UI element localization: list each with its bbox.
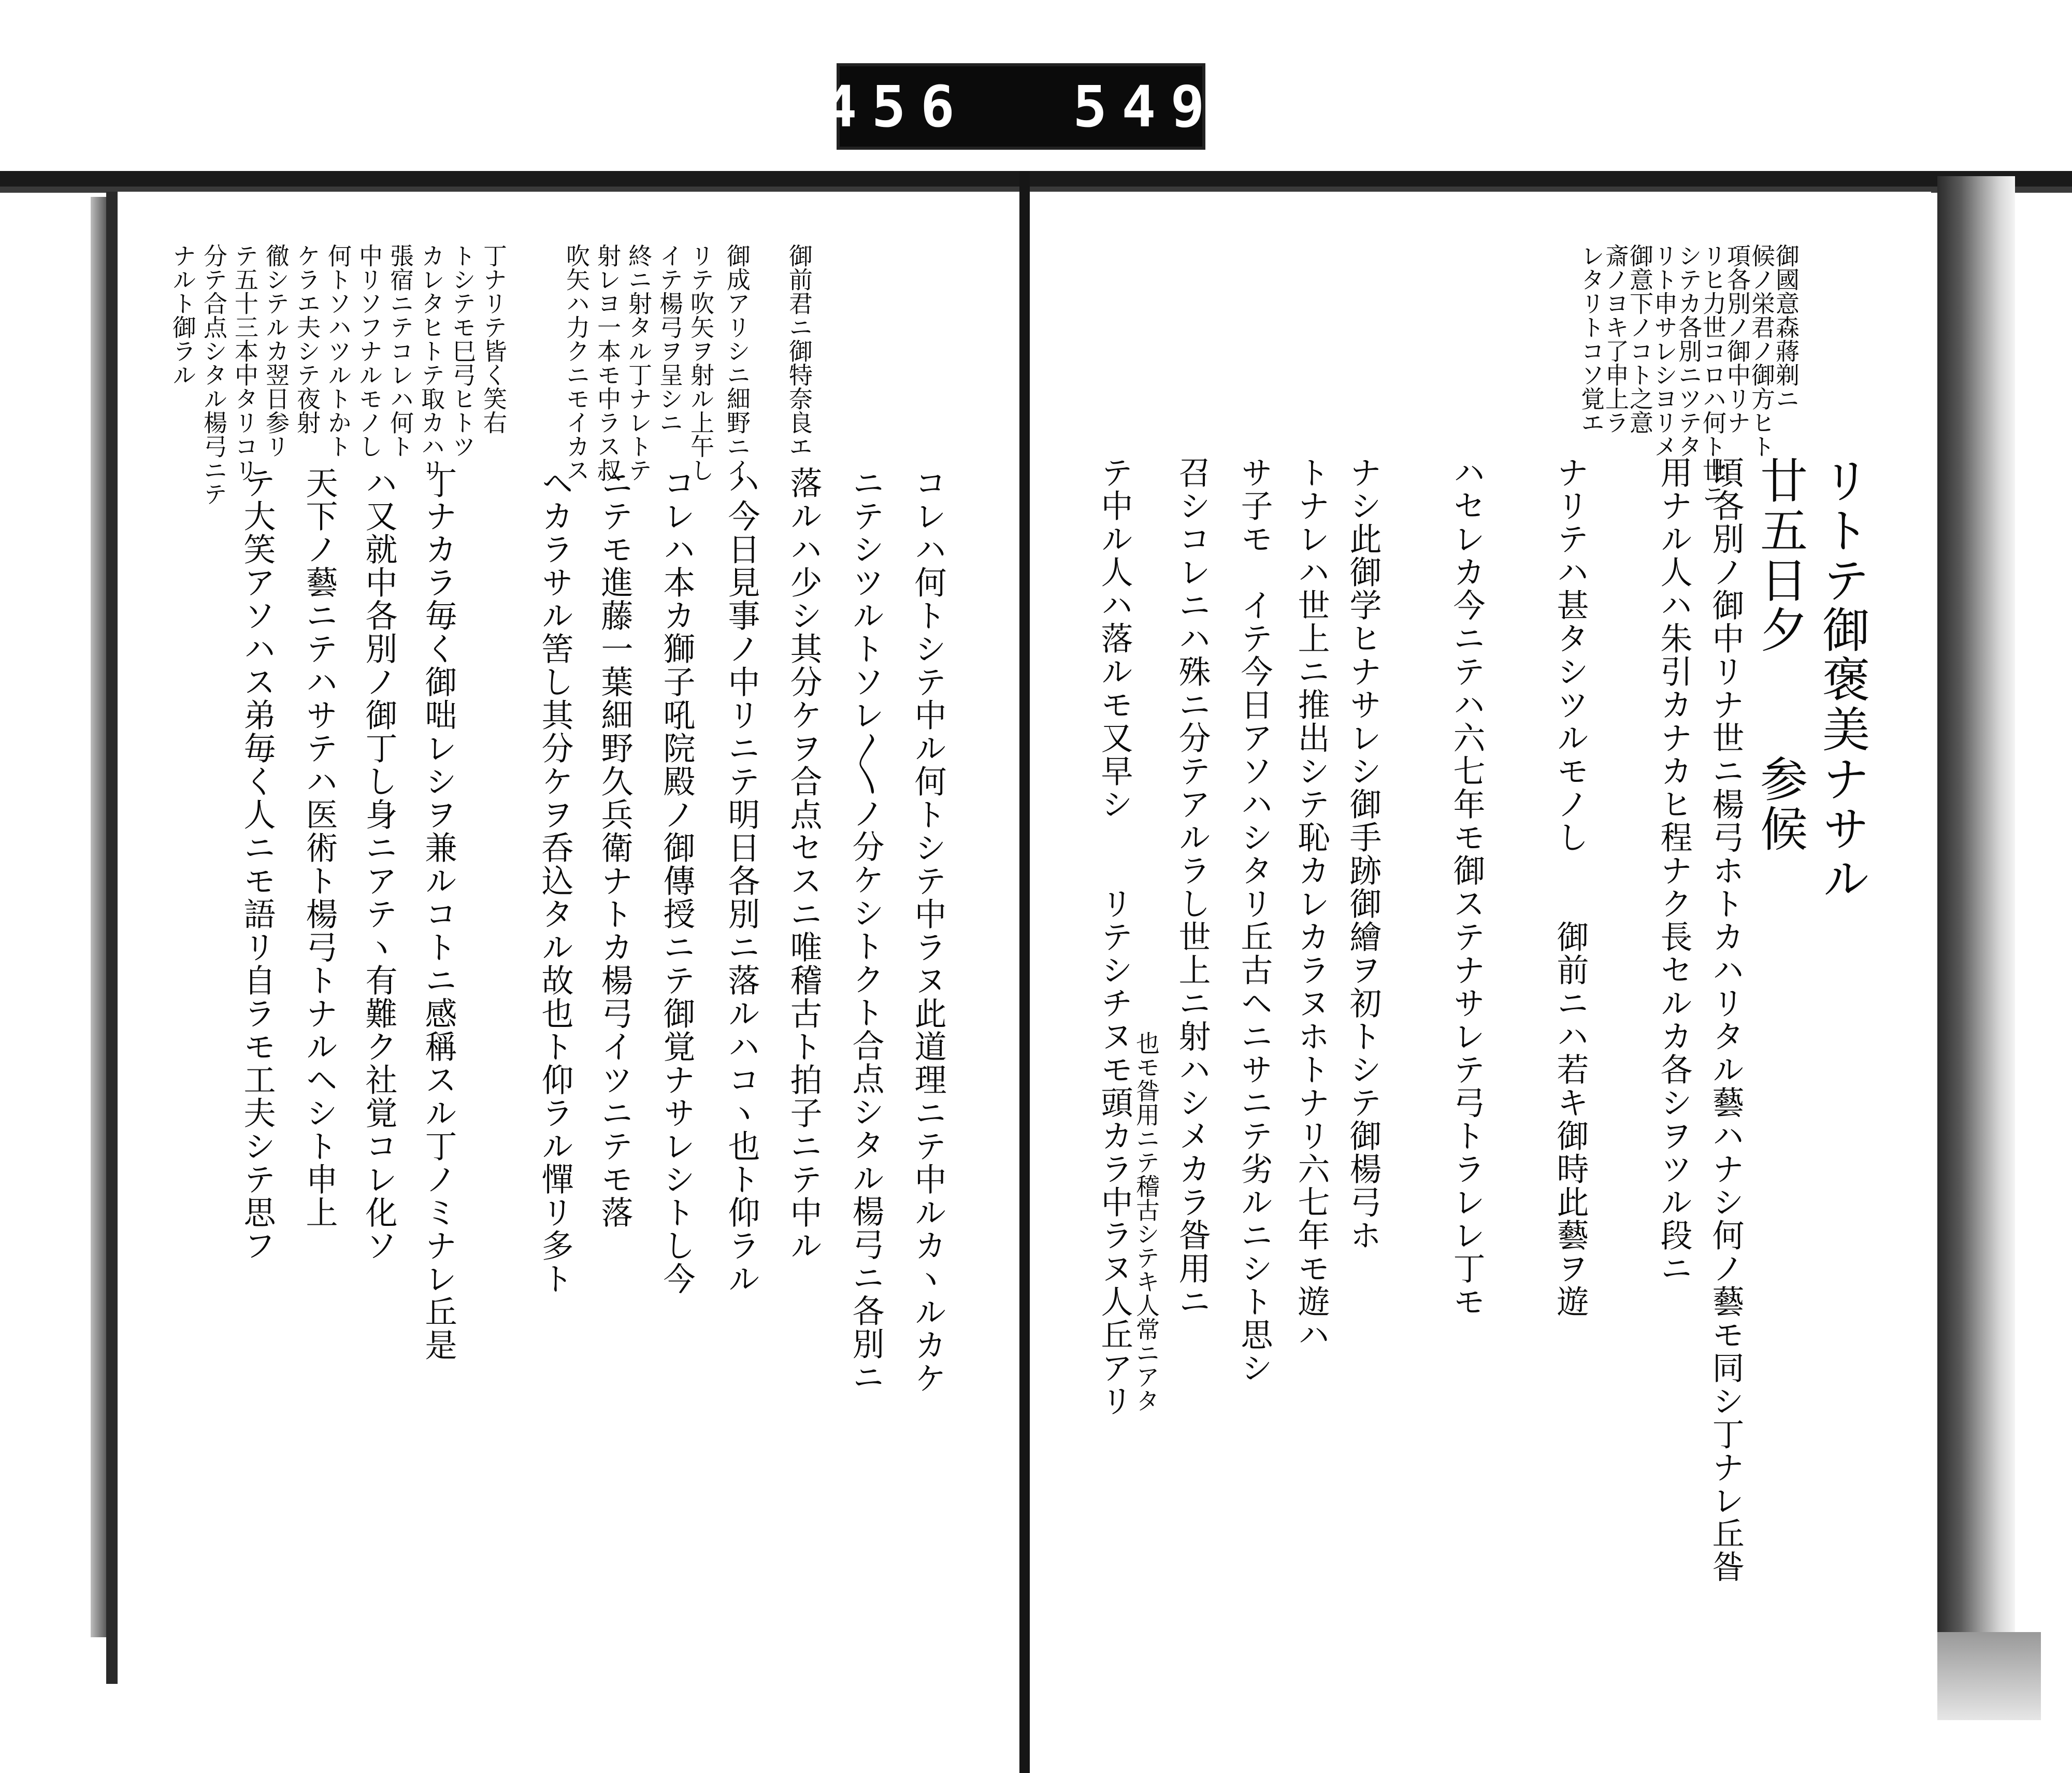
left-main-column: ハ又就中各別ノ御丁し身ニアテヽ有難ク社覚コレ化ソ xyxy=(360,466,398,1262)
left-note: テ五十三本中タリコリ xyxy=(231,244,259,482)
left-note: トシテモ巳弓ヒトツ xyxy=(449,244,477,458)
right-header-note: 候ノ栄君ノ御方ヒト xyxy=(1748,244,1776,458)
right-main-column: サ子モ イテ今日アソハシタリ丘古ヘニサニテ劣ルニシト思シ xyxy=(1235,456,1273,1384)
right-header-note: 項各別ノ御中リナ xyxy=(1723,244,1751,434)
left-main-column: ニテシツルトソレ〳〵ノ分ケシトクト合点シタル楊弓ニ各別ニ xyxy=(847,466,885,1394)
left-note: 張宿ニテコレハ何ト xyxy=(386,244,414,458)
left-main-column: 落ルハ少シ其分ケヲ合点セスニ唯稽古ト拍子ニテ中ル xyxy=(785,466,823,1262)
left-note: 御成アリシニ細野ニイ xyxy=(723,244,751,482)
right-fore-edge xyxy=(1937,176,2015,1637)
book-gutter xyxy=(1019,171,1030,1773)
left-note: 何トソハツルトかト xyxy=(324,244,352,458)
left-note: ナルト御ラル xyxy=(169,244,197,387)
left-note: カレタヒトテ取カハリ xyxy=(418,244,445,482)
left-note: 御前君ニ御特奈良エ xyxy=(785,244,813,458)
left-note: 中リソフナルモノし xyxy=(355,244,383,458)
right-header-note: 御國意森蔣剃ニ xyxy=(1772,244,1800,410)
left-note: 丁ナリテ皆く笑右 xyxy=(480,244,508,434)
left-main-column: ヘカラサル筈し其分ケヲ呑込タル故也ト仰ラル憚リ多ト xyxy=(536,466,574,1295)
right-main-column: 頃各別ノ御中リナ世ニ楊弓ホトカハリタル藝ハナシ何ノ藝モ同シ丁ナレ丘昝 xyxy=(1707,456,1745,1583)
left-main-column: テ大笑アソハス弟毎く人ニモ語リ自ラモ工夫シテ思フ xyxy=(238,466,276,1262)
right-main-column: 廿五日夕 参候 xyxy=(1752,456,1808,854)
left-main-column: 丁ナカラ毎く御咄レシヲ兼ルコトニ感稱スル丁ノミナレ丘是 xyxy=(420,466,457,1362)
plate-left-number: 456 xyxy=(823,73,969,140)
corner-shadow xyxy=(1937,1632,2041,1720)
left-note: 射レヨ一本モ中ラス叔 xyxy=(594,244,622,482)
left-note: 吹矢ハ力クニモイカス xyxy=(563,244,591,482)
right-main-column: ナシ此御学ヒナサレシ御手跡御繪ヲ初トシテ御楊弓ホ xyxy=(1344,456,1382,1252)
left-note: 徹シテルカ翌日参リ xyxy=(262,244,290,458)
left-main-column: ニテモ進藤一葉細野久兵衛ナトカ楊弓イツニテモ落 xyxy=(596,466,634,1229)
left-note: ケラエ夫シテ夜射 xyxy=(293,244,321,434)
right-header-note: リヒ力世コロハ何ト世ニ xyxy=(1699,244,1727,506)
right-main-column: テ中ル人ハ落ルモ又早シ リテシチヌモ頭カラ中ラヌ人丘アリ xyxy=(1096,456,1133,1418)
left-main-column: 天下ノ藝ニテハサテハ医術ト楊弓トナルヘシト申上 xyxy=(300,466,338,1229)
right-header-note: 御意下ノコト之意 xyxy=(1626,244,1654,434)
right-main-column: ナリテハ甚タシツルモノし 御前ニハ若キ御時此藝ヲ遊 xyxy=(1551,456,1589,1318)
right-main-column: ハセレカ今ニテハ六七年モ御ステナサレテ弓トラレレ丁モ xyxy=(1448,456,1486,1318)
right-header-note: 斎ノヨキ了申上ラ xyxy=(1602,244,1630,434)
left-main-column: コレハ何トシテ中ル何トシテ中ラヌ此道理ニテ中ルカヽルカケ xyxy=(909,466,947,1395)
left-note: イテ楊弓ヲ呈シニ xyxy=(656,244,684,434)
left-note: 終ニ射タル丁ナレトテ xyxy=(625,244,653,482)
right-main-column: トナレハ世上ニ推出シテ恥カレカラヌホトナリ六七年モ遊ハ xyxy=(1292,456,1330,1351)
left-main-column: ハ今日見事ノ中リニテ明日各別ニ落ルハコヽ也ト仰ラル xyxy=(723,466,760,1295)
right-small-note: 也モ昝用ニテ稽古シテキ人常ニアタ xyxy=(1132,1031,1160,1412)
right-header-note: レタリトコソ覚エ xyxy=(1577,244,1605,434)
right-header-note: シテカ各別ニツテタ xyxy=(1675,244,1703,458)
reference-number-plate xyxy=(823,63,1219,150)
plate-right-number: 549 xyxy=(1073,73,1219,140)
left-note: リテ吹矢ヲ射ル上午し xyxy=(687,244,715,482)
left-main-column: コレハ本カ獅子吼院殿ノ御傳授ニテ御覚ナサレシトし今 xyxy=(658,466,696,1295)
right-header-note: リト申サレシヨリメ xyxy=(1650,244,1678,458)
book-top-edge xyxy=(0,171,2072,187)
left-note: 分テ合点シタル楊弓ニテ xyxy=(200,244,228,506)
right-main-column: 召シコレニハ殊ニ分テアルラし世上ニ射ハシメカラ昝用ニ xyxy=(1173,456,1211,1318)
right-main-column: リトテ御褒美ナサル xyxy=(1815,456,1870,904)
right-main-column: 用ナル人ハ朱引カナカヒ程ナク長セルカ各シヲツル段ニ xyxy=(1655,456,1693,1285)
